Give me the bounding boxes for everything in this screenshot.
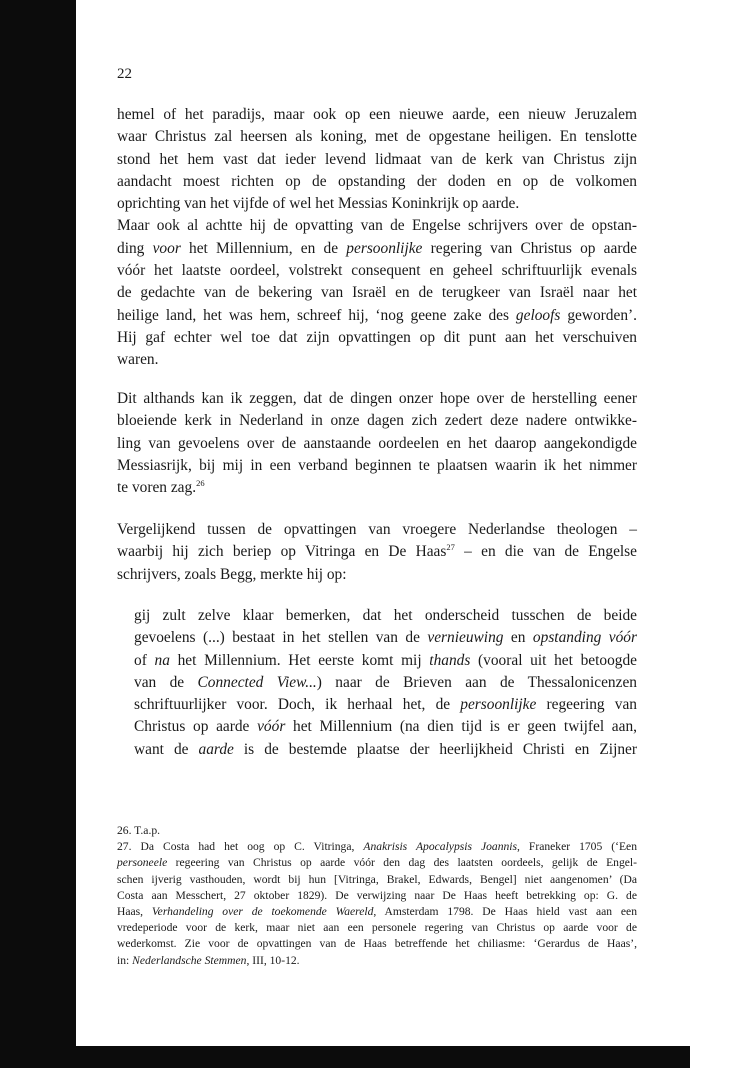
text-line: gij zult zelve klaar bemerken, dat het onderscheid tusschen de beide	[134, 607, 637, 624]
footnote-27-line: wederkomst. Zie voor de opvattingen van de Haas betreffende het chiliasme: ‘Gerardus de Haas’,	[117, 937, 637, 951]
text-line: want de aarde is de bestemde plaatse der heerlijkheid Christi en Zijner	[134, 740, 637, 758]
text-line: te voren zag.$^{26}$	[117, 478, 205, 497]
paragraph-3-citation	[117, 388, 637, 499]
text-line: gevoelens (...) bestaat in het stellen van de vernieuwing en opstanding vóór	[134, 629, 637, 647]
block-quote	[134, 605, 637, 761]
footnotes	[117, 823, 637, 969]
text-line: oprichting van het vijfde of wel het Messias Koninkrijk op aarde.	[117, 195, 520, 213]
footnote-27-line: schen ijverig vasthouden, wordt bij hun [Vitringa, Brakel, Edwards, Bengel] niet aangenomen’ (Da	[117, 872, 637, 886]
text-line: waarbij hij zich beriep op Vitringa en De Haas$^{27}$ – en die van de Engelse	[117, 542, 637, 561]
text-line: schrijvers, zoals Begg, merkte hij op:	[117, 565, 347, 583]
text-line: aandacht moest richten op de opstanding der doden en op de volkomen	[117, 172, 637, 190]
paragraph-4	[117, 519, 637, 586]
footnote-ref-26: 26	[196, 478, 205, 489]
footnote-26: 26. T.a.p.	[117, 824, 161, 837]
footnote-27-line: vredeperiode voor de kerk, maar niet aan een personele regering van Christus op aarde voor de	[117, 921, 637, 935]
text-line: Vergelijkend tussen de opvattingen van vroegere Nederlandse theologen –	[117, 521, 637, 538]
text-line: Dit althands kan ik zeggen, dat de dingen onzer hope over de herstelling eener	[117, 390, 637, 407]
footnote-27-line: Haas, Verhandeling over de toekomende Waereld, Amsterdam 1798. De Haas hield vast aan een	[117, 905, 637, 919]
text-line: Christus op aarde vóór het Millennium (na dien tijd is er geen twijfel aan,	[134, 718, 637, 736]
scan-bottom-border	[76, 1046, 690, 1068]
text-line: of na het Millennium. Het eerste komt mij thands (vooral uit het betoogde	[134, 651, 637, 669]
text-line: stond het hem vast dat ieder levend lidmaat van de kerk van Christus zijn	[117, 150, 637, 168]
text-line: de gedachte van de bekering van Israël en de terugkeer van Israël naar het	[117, 284, 637, 302]
text-line: schriftuurlijker voor. Doch, ik herhaal het, de persoonlijke regeering van	[134, 696, 637, 714]
text-line: van de Connected View...) naar de Brieven aan de Thessalonicenzen	[134, 673, 637, 691]
scan-left-border	[0, 0, 76, 1068]
text-line: ling van gevoelens over de aanstaande oordeelen en het daarop aangekondigde	[117, 434, 637, 452]
text-line: Maar ook al achtte hij de opvatting van de Engelse schrijvers over de opstan-	[117, 217, 637, 235]
text-line: ding voor het Millennium, en de persoonlijke regering van Christus op aarde	[117, 239, 637, 257]
text-line: vóór het laatste oordeel, volstrekt consequent en geheel schriftuurlijk evenals	[117, 262, 637, 280]
text-line: Messiasrijk, bij mij in een verband beginnen te plaatsen waarin ik het nimmer	[117, 456, 637, 474]
page-number: 22	[117, 66, 132, 82]
footnote-27-line: Costa aan Messchert, 27 oktober 1829). De verwijzing naar De Haas heeft betrekking op: G. de	[117, 888, 637, 902]
paragraph-1	[117, 104, 637, 372]
footnote-27-line: personeele regeering van Christus op aarde vóór den dag des laatsten oordeels, gelijk de Engel-	[117, 856, 637, 870]
text-line: bloeiende kerk in Nederland in onze dagen zich zedert deze nadere ontwikke-	[117, 412, 637, 430]
text-line: hemel of het paradijs, maar ook op een nieuwe aarde, een nieuw Jeruzalem	[117, 106, 637, 123]
text-line: Hij gaf echter wel toe dat zijn opvattingen op dit punt aan het verschuiven	[117, 328, 637, 346]
footnote-27-line: 27. Da Costa had het oog op C. Vitringa, Anakrisis Apocalypsis Joannis, Franeker 1705 (‘Een	[117, 840, 638, 854]
footnote-ref-27: 27	[446, 542, 455, 553]
text-line: heilige land, het was hem, schreef hij, ‘nog geene zake des geloofs geworden’.	[117, 306, 637, 324]
text-line: waar Christus zal heersen als koning, met de opgestane heiligen. En tenslotte	[117, 128, 637, 146]
footnote-27-line: in: Nederlandsche Stemmen, III, 10-12.	[117, 953, 300, 967]
text-line: waren.	[117, 351, 159, 369]
